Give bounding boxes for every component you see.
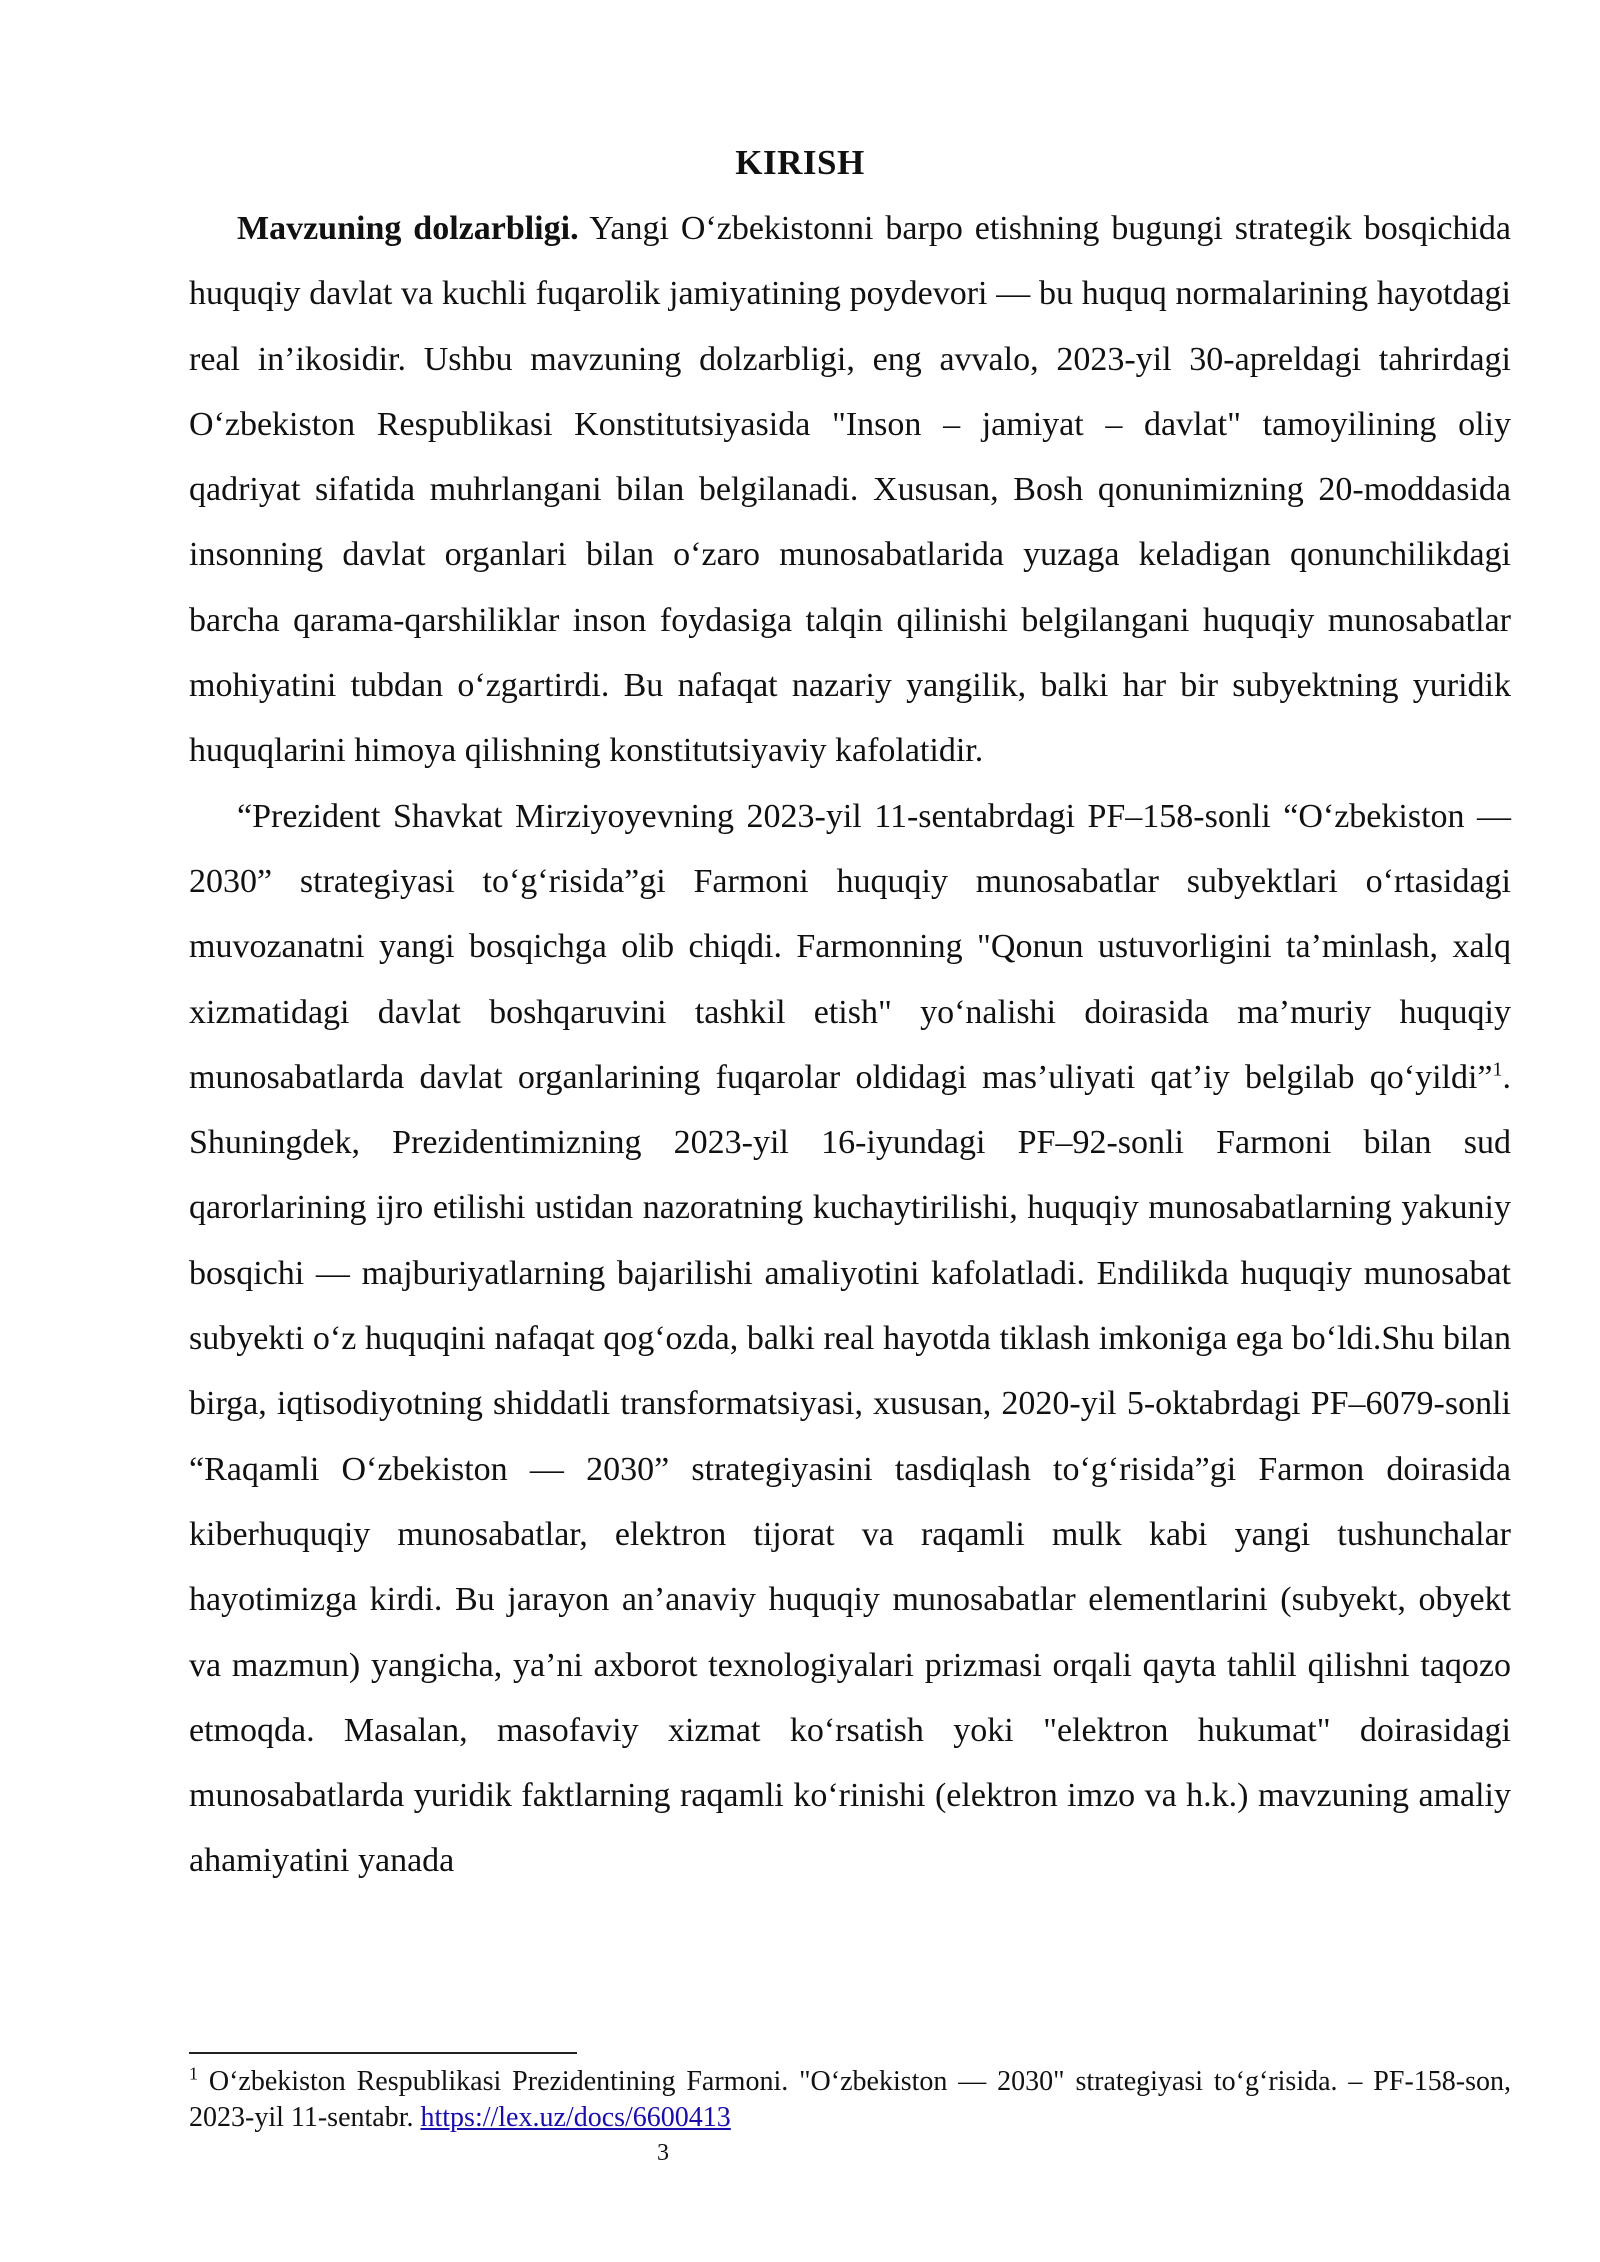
footnote-text: O‘zbekiston Respublikasi Prezidentining Farmoni. "O‘zbekiston — 2030" strategiyasi to‘g‘risida. – PF-158-son, 2023-yil 11-sentabr. (189, 2066, 1511, 2133)
footnote (189, 2064, 1511, 2136)
footnote-reference[interactable]: 1 (1492, 1058, 1503, 1081)
paragraph-lead: Mavzuning dolzarbligi. (237, 210, 579, 247)
footnote-link[interactable]: https://lex.uz/docs/6600413 (420, 2102, 731, 2133)
paragraph-text-before-ref: “Prezident Shavkat Mirziyoyevning 2023-yil 11-sentabrdagi PF–158-sonli “O‘zbekiston — 2030” strategiyasi to‘g‘risida”gi Farmoni huquqiy munosabatlar subyektlari o‘rtasidagi muvozanatni yangi bosqichga olib chiqdi. Farmonning "Qonun ustuvorligini ta’minlash, xalq xizmatidagi davlat boshqaruvini tashkil etish" yo‘nalishi doirasida ma’muriy huquqiy munosabatlarda davlat organlarining fuqarolar oldidagi mas’uliyati qat’iy belgilab qo‘yildi” (189, 797, 1511, 1096)
footnote-separator (189, 2052, 577, 2054)
paragraph-text: Yangi O‘zbekistonni barpo etishning bugungi strategik bosqichida huquqiy davlat va kuchli fuqarolik jamiyatining poydevori — bu huquq normalarining hayotdagi real in’ikosidir. Ushbu mavzuning dolzarbligi, eng avvalo, 2023-yil 30-apreldagi tahrirdagi O‘zbekiston Respublikasi Konstitutsiyasida "Inson – jamiyat – davlat" tamoyilining oliy qadriyat sifatida muhrlangani bilan belgilanadi. Xususan, Bosh qonunimizning 20-moddasida insonning davlat organlari bilan o‘zaro munosabatlarida yuzaga keladigan qonunchilikdagi barcha qarama-qarshiliklar inson foydasiga talqin qilinishi belgilangani huquqiy munosabatlar mohiyatini tubdan o‘zgartirdi. Bu nafaqat nazariy yangilik, balki har bir subyektning yuridik huquqlarini himoya qilishning konstitutsiyaviy kafolatidir. (189, 210, 1511, 770)
paragraph-relevance (189, 196, 1511, 784)
footnote-number: 1 (189, 2063, 198, 2084)
paragraph-text-after-ref: . Shuningdek, Prezidentimizning 2023-yil 16-iyundagi PF–92-sonli Farmoni bilan sud qarorlarining ijro etilishi ustidan nazoratning kuchaytirilishi, huquqiy munosabatlarning yakuniy bosqichi — majburiyatlarning bajarilishi amaliyotini kafolatladi. Endilikda huquqiy munosabat subyekti o‘z huquqini nafaqat qog‘ozda, balki real hayotda tiklash imkoniga ega bo‘ldi.Shu bilan birga, iqtisodiyotning shiddatli transformatsiyasi, xususan, 2020-yil 5-oktabrdagi PF–6079-sonli “Raqamli O‘zbekiston — 2030” strategiyasini tasdiqlash to‘g‘risida”gi Farmon doirasida kiberhuquqiy munosabatlar, elektron tijorat va raqamli mulk kabi yangi tushunchalar hayotimizga kirdi. Bu jarayon an’anaviy huquqiy munosabatlar elementlarini (subyekt, obyekt va mazmun) yangicha, ya’ni axborot texnologiyalari prizmasi orqali qayta tahlil qilishni taqozo etmoqda. Masalan, masofaviy xizmat ko‘rsatish yoki "elektron hukumat" doirasidagi munosabatlarda yuridik faktlarning raqamli ko‘rinishi (elektron imzo va h.k.) mavzuning amaliy ahamiyatini yanada (189, 1058, 1511, 1880)
section-title: KIRISH (735, 143, 865, 182)
paragraph-decrees (189, 784, 1511, 1894)
body-text (189, 196, 1511, 1894)
page-number: 3 (657, 2140, 669, 2166)
